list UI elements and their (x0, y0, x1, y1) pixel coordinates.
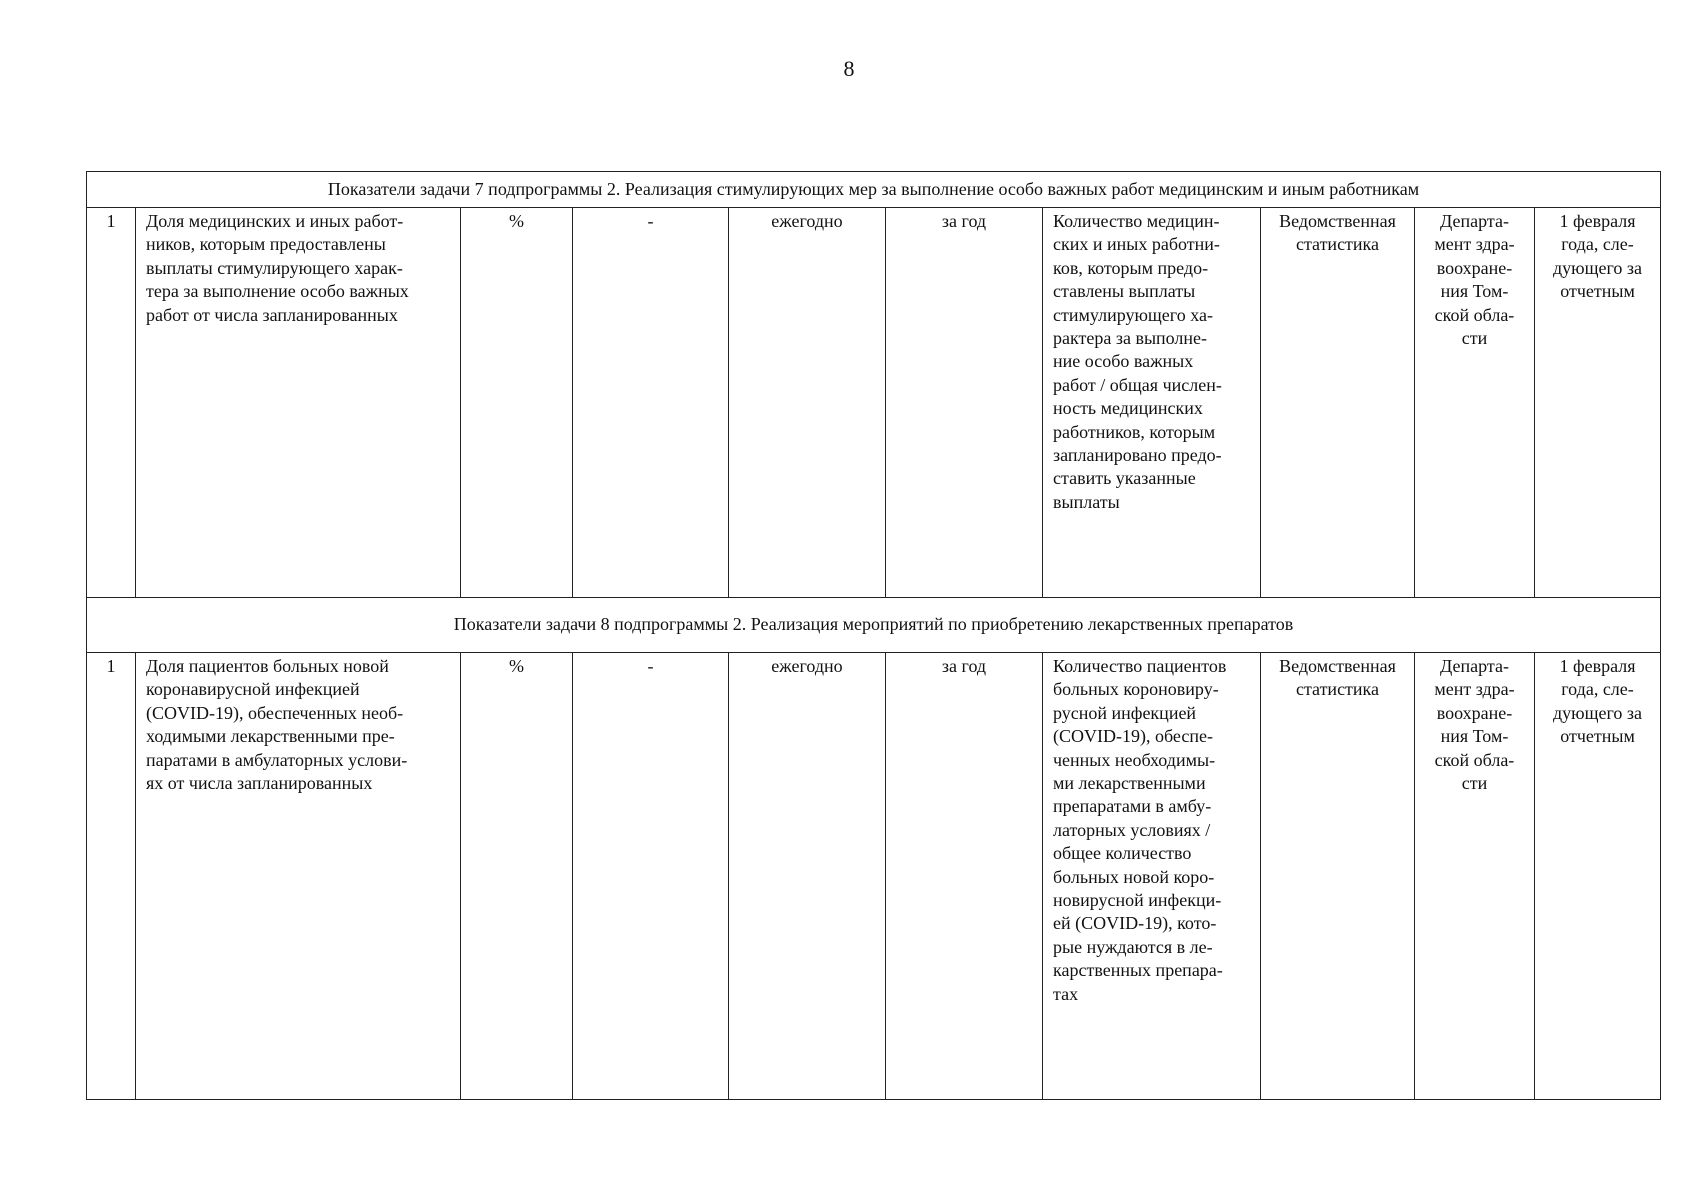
responsible-text: Департа- мент здра- воохране- ния Том- ской обла- сти (1434, 656, 1515, 794)
formula-cell (1043, 208, 1261, 598)
frequency-cell: ежегодно (729, 653, 886, 1100)
dash-cell: - (573, 208, 729, 598)
unit-cell: % (461, 653, 573, 1100)
dash-cell: - (573, 653, 729, 1100)
indicator-name-text: Доля медицинских и иных работ- ников, которым предоставлены выплаты стимулирующего харак- тера за выполнение особо важных работ от числа запланированных (146, 211, 409, 325)
period-cell: за год (886, 208, 1043, 598)
row-number-cell: 1 (87, 208, 136, 598)
table-row (87, 653, 1661, 1100)
section-header-row (87, 172, 1661, 208)
formula-cell (1043, 653, 1261, 1100)
frequency-cell: ежегодно (729, 208, 886, 598)
formula-text: Количество пациентов больных короновиру- русной инфекцией (COVID-19), обеспе- ченных необходимы- ми лекарственными препаратами в амбу- латорных условиях / общее количество больных новой коро- новирусной инфекци- ей (COVID-19), кото- рые нуждаются в ле- карственных препара- тах (1053, 656, 1227, 1004)
source-text: Ведомственная статистика (1279, 211, 1396, 255)
section-title: Показатели задачи 7 подпрограммы 2. Реализация стимулирующих мер за выполнение особо важных работ медицинским и иным работникам (87, 172, 1661, 208)
source-text: Ведомственная статистика (1279, 656, 1396, 700)
indicator-name-cell (136, 208, 461, 598)
period-cell: за год (886, 653, 1043, 1100)
row-number-cell: 1 (87, 653, 136, 1100)
source-cell (1261, 653, 1415, 1100)
page-number: 8 (843, 56, 855, 81)
deadline-text: 1 февраля года, сле- дующего за отчетным (1553, 211, 1643, 302)
section-header-row (87, 598, 1661, 653)
indicator-name-cell (136, 653, 461, 1100)
deadline-cell (1535, 653, 1661, 1100)
deadline-text: 1 февраля года, сле- дующего за отчетным (1553, 656, 1643, 747)
deadline-cell (1535, 208, 1661, 598)
unit-cell: % (461, 208, 573, 598)
section-title: Показатели задачи 8 подпрограммы 2. Реализация мероприятий по приобретению лекарственных препаратов (87, 598, 1661, 653)
responsible-cell (1415, 208, 1535, 598)
responsible-cell (1415, 653, 1535, 1100)
table-row (87, 208, 1661, 598)
indicator-name-text: Доля пациентов больных новой коронавирусной инфекцией (COVID-19), обеспеченных необ- ходимыми лекарственными пре- паратами в амбулаторных услови- ях от числа запланированных (146, 656, 408, 794)
formula-text: Количество медицин- ских и иных работни- ков, которым предо- ставлены выплаты стимулирующего ха- рактера за выполне- ние особо важных работ / общая числен- ность медицинских работников, которым запланировано предо- ставить указанные выплаты (1053, 211, 1222, 512)
source-cell (1261, 208, 1415, 598)
responsible-text: Департа- мент здра- воохране- ния Том- ской обла- сти (1434, 211, 1515, 349)
indicators-table (86, 171, 1661, 1100)
